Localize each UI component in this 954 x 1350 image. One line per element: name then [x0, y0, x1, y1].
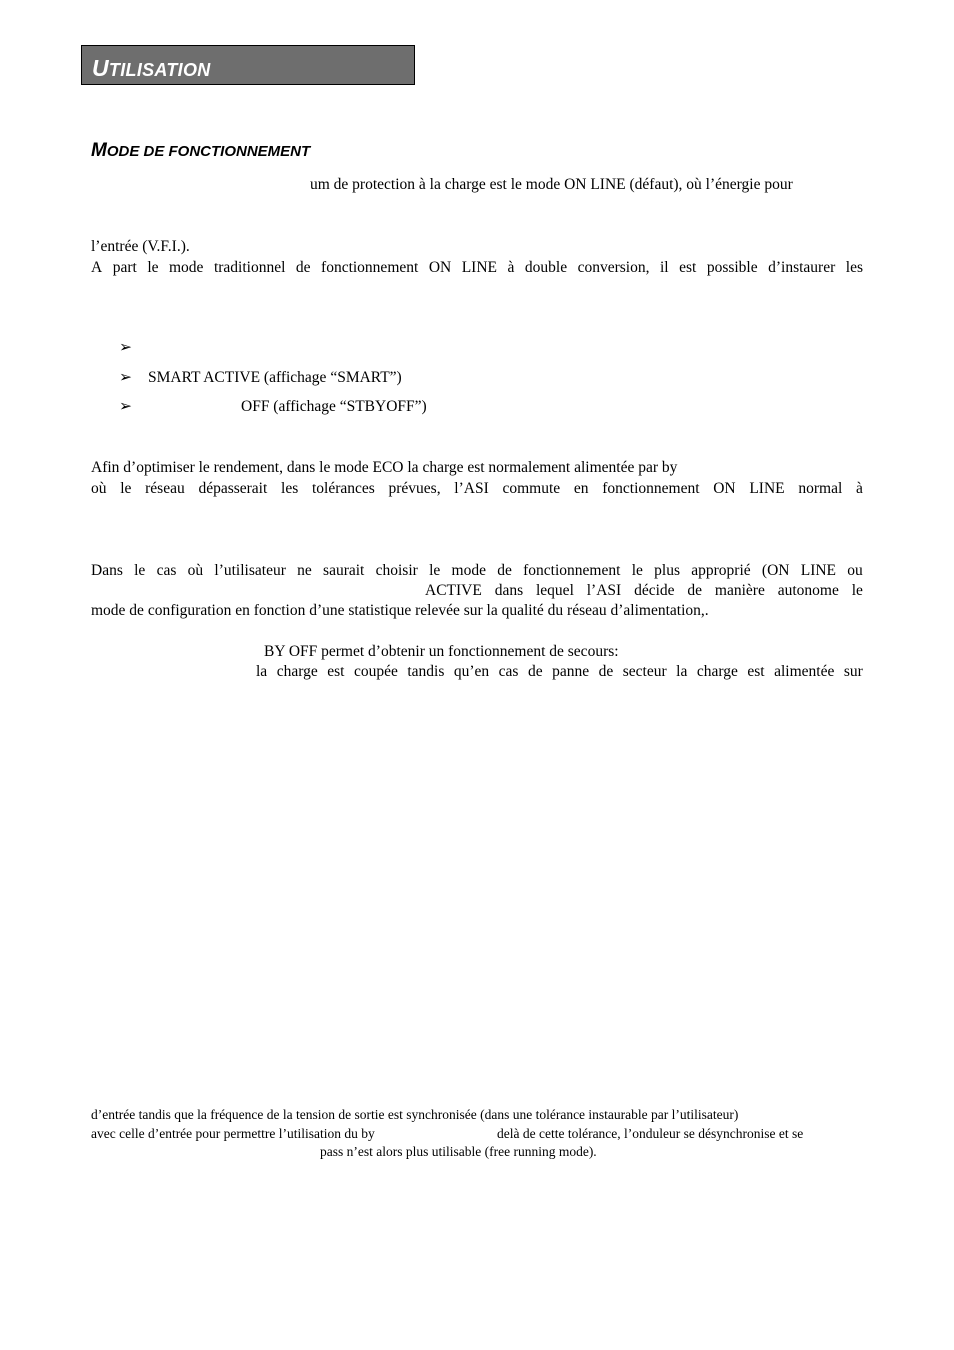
word: dans — [494, 582, 524, 599]
word: manière — [714, 582, 765, 599]
word: le — [851, 582, 863, 599]
word: qu’en — [453, 663, 490, 680]
word: la — [676, 663, 688, 680]
word: l’ASI — [454, 480, 489, 497]
word: de — [527, 663, 543, 680]
word: charge — [276, 663, 318, 680]
word: tandis — [407, 663, 445, 680]
word: est — [747, 663, 765, 680]
note-line1: d’entrée tandis que la fréquence de la tension de sortie est synchronisée (dans une tolérance instaurable par l’utilisateur) — [91, 1107, 739, 1122]
bullet-text: SMART ACTIVE (affichage “SMART”) — [148, 369, 402, 386]
word: Dans — [91, 562, 123, 579]
word: à — [855, 480, 863, 497]
word: fonctionnement — [523, 562, 621, 579]
word: sur — [843, 663, 863, 680]
paragraph3-line1: Afin d’optimiser le rendement, dans le mode ECO la charge est normalement alimentée par by — [91, 459, 678, 476]
word: le — [429, 562, 441, 579]
word: mode — [451, 562, 486, 579]
word: dépasserait — [198, 480, 268, 497]
word: est — [679, 259, 697, 276]
word: où — [187, 562, 204, 579]
word: alimentée — [774, 663, 835, 680]
word: part — [112, 259, 137, 276]
word: les — [845, 259, 863, 276]
word: de — [295, 259, 311, 276]
word: LINE — [461, 259, 497, 276]
word: (ON — [761, 562, 790, 579]
word: d’instaurer — [768, 259, 836, 276]
word: normal — [798, 480, 843, 497]
note-line3: pass n’est alors plus utilisable (free running mode). — [320, 1144, 597, 1159]
word: commute — [502, 480, 561, 497]
paragraph2-line1 — [91, 258, 863, 278]
word: où — [91, 480, 107, 497]
word: saurait — [323, 562, 365, 579]
word: charge — [696, 663, 738, 680]
section-title-initial: U — [92, 55, 109, 81]
word: ON — [713, 480, 736, 497]
word: A — [91, 259, 103, 276]
word: panne — [552, 663, 590, 680]
word: en — [573, 480, 589, 497]
word: tolérances — [311, 480, 375, 497]
paragraph4-line1 — [91, 561, 863, 581]
word: il — [659, 259, 669, 276]
bullet-item-1 — [119, 338, 148, 358]
word: fonctionnement — [321, 259, 419, 276]
word: de — [497, 562, 512, 579]
bullet-item-3 — [119, 397, 427, 417]
word: choisir — [375, 562, 418, 579]
word: le — [147, 259, 159, 276]
paragraph5-line2 — [256, 662, 863, 682]
word: secteur — [622, 663, 667, 680]
word: est — [327, 663, 345, 680]
word: de — [598, 663, 614, 680]
word: LINE — [749, 480, 785, 497]
paragraph4-line2 — [425, 581, 863, 601]
word: conversion, — [577, 259, 650, 276]
word: réseau — [145, 480, 185, 497]
word: lequel — [536, 582, 574, 599]
word: l’utilisateur — [214, 562, 286, 579]
section-title — [92, 55, 211, 82]
word: double — [524, 259, 568, 276]
word: possible — [706, 259, 758, 276]
word: coupée — [353, 663, 398, 680]
word: plus — [654, 562, 680, 579]
word: de — [687, 582, 703, 599]
word: traditionnel — [213, 259, 286, 276]
note-line2-right: delà de cette tolérance, l’onduleur se désynchronise et se — [497, 1126, 804, 1141]
word: LINE — [800, 562, 837, 579]
word: le — [631, 562, 643, 579]
note-line2-left: avec celle d’entrée pour permettre l’utilisation du by — [91, 1126, 375, 1141]
subsection-title — [91, 140, 310, 162]
word: la — [256, 663, 268, 680]
word: prévues, — [388, 480, 441, 497]
bullet-item-2 — [119, 368, 402, 388]
section-banner — [81, 45, 415, 85]
subsection-title-initial: M — [91, 140, 107, 161]
word: fonctionnement — [602, 480, 700, 497]
paragraph1-line2: l’entrée (V.F.I.). — [91, 238, 190, 255]
bullet-text: OFF (affichage “STBYOFF”) — [241, 398, 427, 415]
word: décide — [634, 582, 675, 599]
paragraph4-line3: mode de configuration en fonction d’une statistique relevée sur la qualité du réseau d’alimentation,. — [91, 602, 709, 619]
word: cas — [156, 562, 177, 579]
subsection-title-rest: ODE DE FONCTIONNEMENT — [106, 143, 311, 160]
arrow-bullet-icon: ➢ — [119, 398, 132, 415]
word: le — [120, 480, 132, 497]
word: mode — [169, 259, 204, 276]
word: le — [134, 562, 146, 579]
word: ACTIVE — [425, 582, 482, 599]
section-title-rest: TILISATION — [108, 60, 211, 80]
paragraph3-line2 — [91, 479, 863, 499]
arrow-bullet-icon: ➢ — [119, 339, 132, 356]
word: cas — [498, 663, 519, 680]
word: à — [507, 259, 515, 276]
paragraph1-line1: um de protection à la charge est le mode ON LINE (défaut), où l’énergie pour — [310, 176, 793, 193]
word: ne — [297, 562, 312, 579]
word: les — [281, 480, 299, 497]
word: autonome — [777, 582, 839, 599]
word: ON — [428, 259, 452, 276]
arrow-bullet-icon: ➢ — [119, 369, 132, 386]
paragraph5-line1: BY OFF permet d’obtenir un fonctionnement de secours: — [264, 643, 619, 660]
word: ou — [847, 562, 863, 579]
word: l’ASI — [586, 582, 622, 599]
word: approprié — [691, 562, 751, 579]
